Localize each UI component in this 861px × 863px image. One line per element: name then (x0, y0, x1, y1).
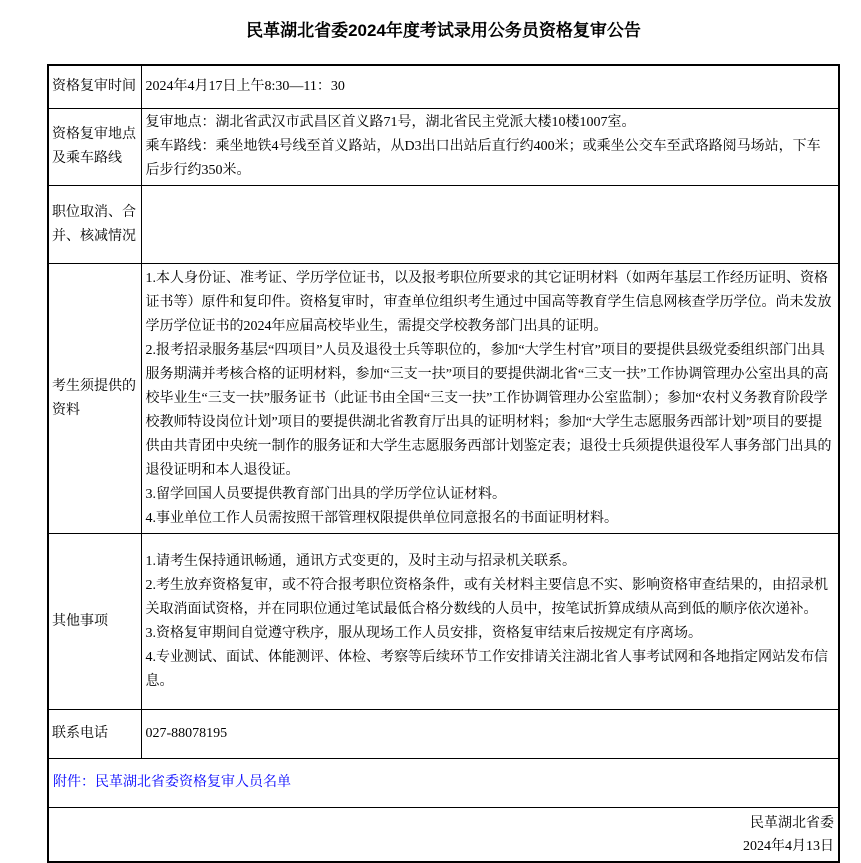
row-content (141, 710, 839, 759)
content-paragraph: 1.本人身份证、准考证、学历学位证书，以及报考职位所要求的其它证明材料（如两年基层工作经历证明、资格证书等）原件和复印件。资格复审时，审查单位组织考生通过中国高等教育学生信息网核查学历学位。尚未发放学历学位证书的2024年应届高校毕业生，需提交学校教务部门出具的证明。 (145, 270, 832, 334)
row-content (141, 65, 839, 109)
row-label: 资格复审时间 (48, 65, 141, 109)
content-paragraph: 027-88078195 (145, 726, 228, 741)
table-row (48, 65, 839, 109)
content-paragraph: 乘车路线：乘坐地铁4号线至首义路站，从D3出口出站后直行约400米；或乘坐公交车至武珞路阅马场站，下车后步行约350米。 (145, 139, 821, 178)
table-row (48, 534, 839, 710)
row-content (141, 534, 839, 710)
signature-cell (48, 808, 839, 863)
attachment-row (48, 759, 839, 808)
announcement-table (47, 64, 840, 863)
row-content (141, 186, 839, 264)
content-paragraph: 2.报考招录服务基层“四项目”人员及退役士兵等职位的，参加“大学生村官”项目的要提供县级党委组织部门出具服务期满并考核合格的证明材料，参加“三支一扶”项目的要提供湖北省“三支一扶”工作协调管理办公室出具的高校毕业生“三支一扶”服务证书（此证书由全国“三支一扶”工作协调管理办公室监制）；参加“农村义务教育阶段学校教师特设岗位计划”项目的要提供湖北省教育厅出具的证明材料；参加“大学生志愿服务西部计划”项目的要提供由共青团中央统一制作的服务证和大学生志愿服务西部计划鉴定表；退役士兵须提供退役军人事务部门出具的退役证明和本人退役证。 (145, 342, 832, 478)
content-paragraph: 1.请考生保持通讯畅通，通讯方式变更的，及时主动与招录机关联系。 (145, 553, 576, 569)
row-content (141, 264, 839, 534)
table-row (48, 109, 839, 186)
content-paragraph: 4.专业测试、面试、体能测评、体检、考察等后续环节工作安排请关注湖北省人事考试网和各地指定网站发布信息。 (145, 649, 828, 689)
table-row (48, 186, 839, 264)
signature-date: 2024年4月13日 (743, 838, 834, 854)
row-content (141, 109, 839, 186)
row-label: 考生须提供的资料 (48, 264, 141, 534)
content-paragraph: 复审地点：湖北省武汉市武昌区首义路71号，湖北省民主党派大楼10楼1007室。 (145, 115, 636, 130)
announcement-table-footer (48, 759, 839, 863)
table-row (48, 710, 839, 759)
row-label: 职位取消、合并、核减情况 (48, 186, 141, 264)
content-paragraph: 2.考生放弃资格复审，或不符合报考职位资格条件，或有关材料主要信息不实、影响资格审查结果的，由招录机关取消面试资格，并在同职位通过笔试最低合格分数线的人员中，按笔试折算成绩从高到低的顺序依次递补。 (145, 577, 828, 617)
row-label: 联系电话 (48, 710, 141, 759)
content-paragraph: 3.资格复审期间自觉遵守秩序，服从现场工作人员安排，资格复审结束后按规定有序离场。 (145, 625, 702, 641)
signature-row (48, 808, 839, 863)
attachment-link[interactable]: 附件：民革湖北省委资格复审人员名单 (53, 775, 291, 790)
announcement-table-body (48, 65, 839, 759)
attachment-cell (48, 759, 839, 808)
table-row (48, 264, 839, 534)
announcement-page (0, 20, 861, 861)
content-paragraph: 4.事业单位工作人员需按照干部管理权限提供单位同意报名的书面证明材料。 (145, 510, 618, 526)
row-label: 其他事项 (48, 534, 141, 710)
signature-org: 民革湖北省委 (750, 815, 834, 831)
row-label: 资格复审地点及乘车路线 (48, 109, 141, 186)
content-paragraph: 3.留学回国人员要提供教育部门出具的学历学位认证材料。 (145, 486, 506, 502)
content-paragraph: 2024年4月17日上午8:30—11：30 (145, 79, 345, 94)
page-title: 民革湖北省委2024年度考试录用公务员资格复审公告 (246, 21, 641, 40)
